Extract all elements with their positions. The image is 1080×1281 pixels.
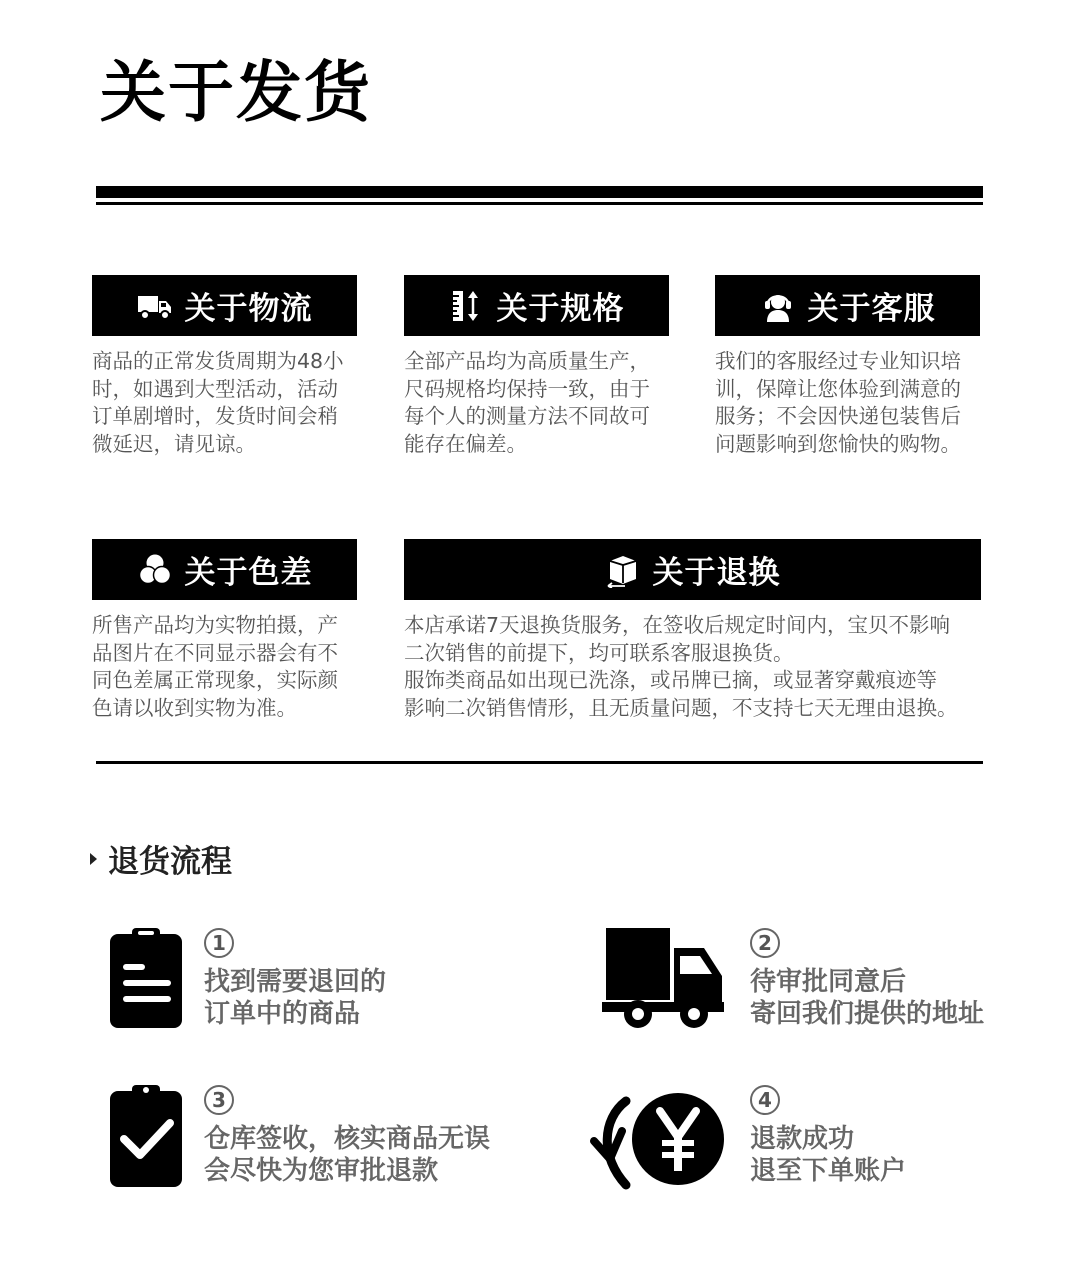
info-block-sizing: [404, 275, 669, 458]
return-step-2: [600, 928, 984, 1038]
step-number: 3: [204, 1085, 234, 1115]
info-block-color: [92, 539, 357, 722]
step-content: [750, 1085, 906, 1187]
headset-icon: [760, 288, 796, 324]
step-text: 仓库签收，核实商品无误 会尽快为您审批退款: [204, 1124, 491, 1186]
info-block-title: 关于客服: [807, 291, 936, 327]
info-block-logistics: [92, 275, 357, 458]
info-block-text: 所售产品均为实物拍摄，产 品图片在不同显示器会有不 同色差属正常现象，实际颜 色请以收到实物为准。: [92, 613, 338, 720]
step-content: [750, 928, 984, 1030]
ruler-icon: [449, 288, 485, 324]
clipboard-list-icon: [92, 928, 222, 1038]
info-block-header: [404, 539, 981, 600]
info-block-text: 我们的客服经过专业知识培 训，保障让您体验到满意的 服务；不会因快递包装售后 问题影响到您愉快的购物。: [715, 349, 961, 456]
info-block-text: 商品的正常发货周期为48小 时，如遇到大型活动，活动 订单剧增时，发货时间会稍 微延迟，请见谅。: [92, 349, 344, 456]
info-block-returns: [404, 539, 981, 722]
info-block-title: 关于色差: [184, 555, 313, 591]
info-block-title: 关于退换: [652, 555, 781, 591]
clipboard-check-icon: [92, 1085, 222, 1195]
info-block-header: [404, 275, 669, 336]
info-block-text: 全部产品均为高质量生产， 尺码规格均保持一致，由于 每个人的测量方法不同故可 能存在偏差。: [404, 349, 650, 456]
info-block-title: 关于物流: [184, 291, 313, 327]
return-process-title: 退货流程: [108, 844, 232, 880]
title-divider-thin: [96, 202, 983, 205]
title-divider-thick: [96, 186, 983, 198]
section-divider: [96, 761, 983, 764]
color-circles-icon: [137, 552, 173, 588]
step-number: 1: [204, 928, 234, 958]
info-block-service: [715, 275, 980, 458]
return-process-heading: [88, 836, 232, 881]
step-text: 待审批同意后 寄回我们提供的地址: [750, 967, 985, 1029]
step-text: 退款成功 退至下单账户: [750, 1124, 907, 1186]
return-step-3: [92, 1085, 490, 1195]
info-block-title: 关于规格: [496, 291, 625, 327]
step-number: 4: [750, 1085, 780, 1115]
step-number: 2: [750, 928, 780, 958]
yen-refund-icon: [590, 1085, 730, 1195]
info-block-header: [92, 539, 357, 600]
step-content: [204, 1085, 490, 1187]
info-block-text: 本店承诺7天退换货服务，在签收后规定时间内，宝贝不影响 二次销售的前提下，均可联系客服退换货。 服饰类商品如出现已洗涤，或吊牌已摘，或显著穿戴痕迹等 影响二次销售情形，且无质量问题，不支持七天无理由退换。: [404, 613, 958, 720]
caret-right-icon: [88, 851, 98, 867]
return-step-4: [590, 1085, 906, 1195]
delivery-truck-icon: [600, 928, 730, 1038]
info-block-header: [715, 275, 980, 336]
page-title: 关于发货: [100, 54, 372, 131]
info-block-header: [92, 275, 357, 336]
step-text: 找到需要退回的 订单中的商品: [204, 967, 387, 1029]
box-icon: [605, 552, 641, 588]
return-step-1: [92, 928, 386, 1038]
step-content: [204, 928, 386, 1030]
truck-icon: [137, 288, 173, 324]
